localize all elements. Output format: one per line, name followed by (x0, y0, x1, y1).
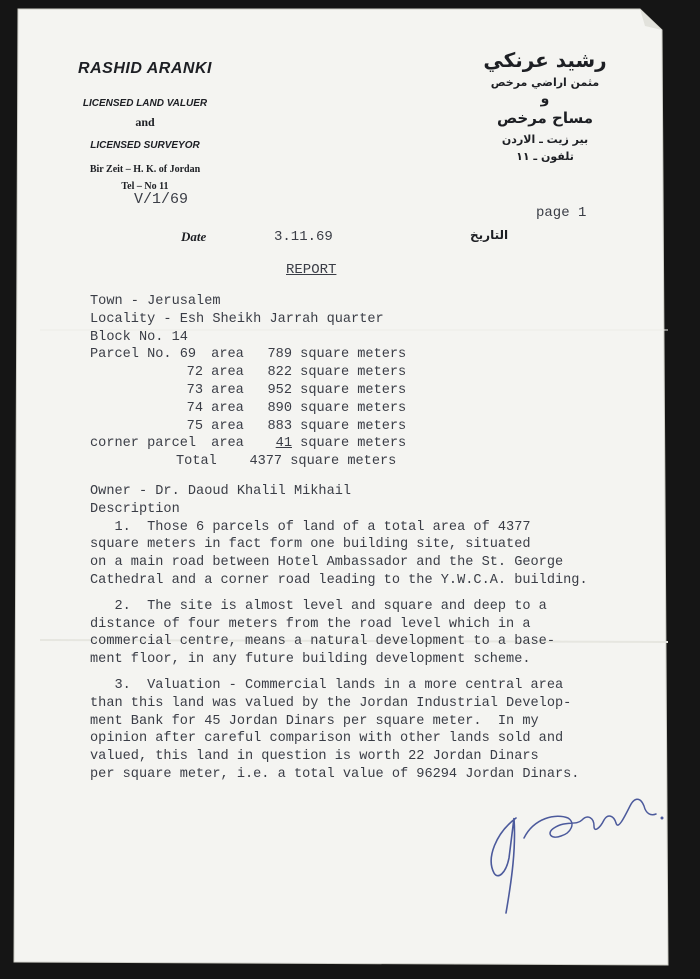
paragraph-line: on a main road between Hotel Ambassador and the St. George (90, 555, 564, 571)
description-paragraph (90, 519, 690, 590)
paragraph-line: commercial centre, means a natural development to a base- (90, 634, 555, 650)
area-unit: square meters (300, 382, 407, 398)
report-title: REPORT (286, 262, 337, 278)
area-unit: square meters (300, 365, 407, 381)
locality-line: Locality - Esh Sheikh Jarrah quarter (90, 311, 384, 327)
letterhead-ar-title-valuer: مثمن اراضي مرخص (490, 76, 600, 89)
parcel-number: 72 (186, 365, 203, 381)
description-paragraphs (90, 519, 690, 784)
description-paragraph (90, 598, 690, 669)
area-unit: square meters (300, 400, 407, 416)
total-value: 4377 (249, 454, 283, 470)
paragraph-line: ment floor, in any future building development scheme. (90, 652, 531, 668)
report-body (90, 293, 690, 792)
letterhead-and: and (135, 115, 155, 129)
letterhead-name: RASHID ARANKI (78, 60, 212, 77)
parcel-area: 890 (267, 400, 292, 416)
reference-number: V/1/69 (134, 191, 189, 208)
paragraph-line: than this land was valued by the Jordan Industrial Develop- (90, 695, 572, 711)
letterhead-ar-and: و (540, 91, 550, 107)
letterhead-title-surveyor: LICENSED SURVEYOR (90, 140, 200, 151)
paragraph-line: valued, this land in question is worth 22 Jordan Dinars (90, 749, 539, 765)
letterhead-ar-phone: تلفون ـ ١١ (516, 150, 574, 163)
parcel-number: Parcel No. 69 (90, 347, 197, 363)
area-word: area (211, 436, 244, 452)
area-unit: square meters (300, 418, 407, 434)
area-unit: square meters (300, 347, 407, 363)
area-word: area (211, 347, 244, 363)
page-number: page 1 (536, 205, 587, 221)
paragraph-line: ment Bank for 45 Jordan Dinars per square meter. In my (90, 713, 539, 729)
total-line (90, 453, 690, 471)
parcel-list (90, 346, 690, 453)
letterhead-ar-name: رشيد عرنكي (483, 48, 607, 72)
parcel-row (90, 364, 690, 382)
letterhead-arabic (450, 48, 640, 163)
town-line: Town - Jerusalem (90, 294, 221, 309)
paragraph-line: 1. Those 6 parcels of land of a total area of 4377 (90, 519, 531, 535)
parcel-area: 952 (267, 382, 292, 398)
date-value: 3.11.69 (274, 229, 333, 245)
parcel-row (90, 346, 690, 364)
block-line: Block No. 14 (90, 329, 188, 345)
letterhead-ar-title-surveyor: مساح مرخص (496, 109, 594, 127)
date-label-arabic: التاريخ (470, 228, 509, 242)
paragraph-line: Cathedral and a corner road leading to the Y.W.C.A. building. (90, 572, 588, 588)
area-unit: square meters (300, 436, 407, 452)
paragraph-line: 2. The site is almost level and square and deep to a (90, 598, 547, 614)
paragraph-line: square meters in fact form one building site, situated (90, 537, 531, 553)
parcel-row (90, 382, 690, 400)
area-word: area (211, 400, 244, 416)
letterhead-address: Bir Zeit – H. K. of Jordan (89, 164, 201, 175)
parcel-number: 73 (186, 382, 203, 398)
description-paragraph (90, 677, 690, 784)
parcel-row (90, 435, 690, 453)
parcel-area: 822 (267, 365, 292, 381)
parcel-number: 75 (186, 418, 203, 434)
letterhead-ar-address: بير زيت ـ الاردن (501, 133, 589, 146)
letterhead-english (60, 58, 230, 192)
parcel-row (90, 400, 690, 418)
paragraph-line: per square meter, i.e. a total value of 96294 Jordan Dinars. (90, 766, 580, 782)
area-word: area (211, 382, 244, 398)
paragraph-line: opinion after careful comparison with other lands sold and (90, 731, 564, 747)
area-word: area (211, 365, 244, 381)
paragraph-line: distance of four meters from the road level which in a (90, 616, 531, 632)
signature-image (476, 778, 676, 928)
letterhead-title-valuer: LICENSED LAND VALUER (82, 98, 208, 109)
letterhead-phone: Tel – No 11 (121, 181, 169, 192)
date-label: Date (181, 229, 207, 244)
area-word: area (211, 418, 244, 434)
total-unit: square meters (290, 454, 397, 470)
parcel-number: 74 (186, 400, 203, 416)
parcel-row (90, 418, 690, 436)
parcel-number: corner parcel (90, 436, 197, 452)
total-label: Total (176, 454, 217, 470)
paragraph-line: 3. Valuation - Commercial lands in a more central area (90, 677, 564, 693)
parcel-area: 789 (267, 347, 292, 363)
owner-line: Owner - Dr. Daoud Khalil Mikhail (90, 483, 352, 499)
description-label: Description (90, 501, 180, 517)
parcel-area: 883 (267, 418, 292, 434)
parcel-area: 41 (275, 436, 292, 452)
